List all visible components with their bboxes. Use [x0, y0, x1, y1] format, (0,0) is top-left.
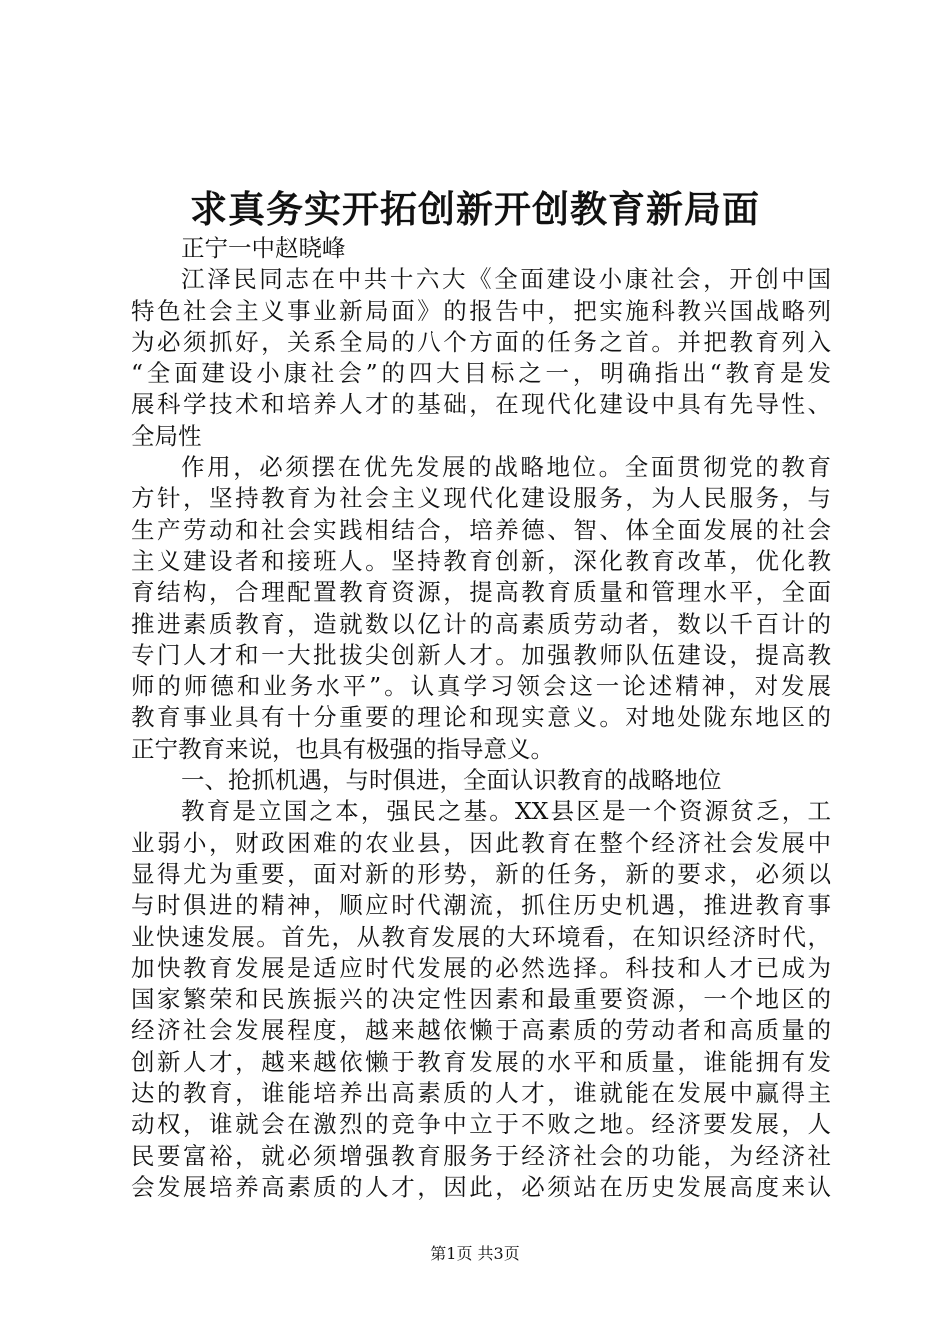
- body-line: 育结构，合理配置教育资源，提高教育质量和管理水平，全面: [131, 578, 831, 607]
- body-line: 作用，必须摆在优先发展的战略地位。全面贯彻党的教育: [181, 453, 831, 482]
- body-line: 正宁一中赵晓峰: [181, 234, 346, 262]
- body-line: “全面建设小康社会”的四大目标之一，明确指出“教育是发: [131, 359, 831, 388]
- body-line: 教育是立国之本，强民之基。XX县区是一个资源贫乏，工: [181, 797, 831, 826]
- body-line: 加快教育发展是适应时代发展的必然选择。科技和人才已成为: [131, 953, 831, 982]
- body-line: 与时俱进的精神，顺应时代潮流，抓住历史机遇，推进教育事: [131, 891, 831, 920]
- body-line: 推进素质教育，造就数以亿计的高素质劳动者，数以千百计的: [131, 609, 831, 638]
- body-line: 业快速发展。首先，从教育发展的大环境看，在知识经济时代，: [131, 922, 831, 951]
- body-line: 正宁教育来说，也具有极强的指导意义。: [131, 734, 554, 763]
- body-line: 方针，坚持教育为社会主义现代化建设服务，为人民服务，与: [131, 484, 831, 513]
- body-line: 全局性: [131, 421, 202, 450]
- body-line: 创新人才，越来越依懒于教育发展的水平和质量，谁能拥有发: [131, 1047, 831, 1076]
- document-body: [131, 233, 831, 1203]
- body-line: 业弱小，财政困难的农业县，因此教育在整个经济社会发展中: [131, 828, 831, 857]
- page-number-footer: 第1页 共3页: [430, 1244, 520, 1263]
- body-line: 达的教育，谁能培养出高素质的人才，谁就能在发展中赢得主: [131, 1079, 831, 1108]
- document-title: 求真务实开拓创新开创教育新局面: [190, 187, 760, 231]
- body-line: 显得尤为重要，面对新的形势，新的任务，新的要求，必须以: [131, 859, 831, 888]
- body-line: 生产劳动和社会实践相结合，培养德、智、体全面发展的社会: [131, 515, 831, 544]
- body-line: 民要富裕，就必须增强教育服务于经济社会的功能，为经济社: [131, 1141, 831, 1170]
- body-line: 教育事业具有十分重要的理论和现实意义。对地处陇东地区的: [131, 703, 831, 732]
- body-line: 国家繁荣和民族振兴的决定性因素和最重要资源，一个地区的: [131, 985, 831, 1014]
- body-line: 为必须抓好，关系全局的八个方面的任务之首。并把教育列入: [131, 327, 831, 356]
- body-line: 展科学技术和培养人才的基础，在现代化建设中具有先导性、: [131, 390, 831, 419]
- body-line: 专门人才和一大批拔尖创新人才。加强教师队伍建设，提高教: [131, 640, 831, 669]
- body-line: 主义建设者和接班人。坚持教育创新，深化教育改革，优化教: [131, 546, 831, 575]
- body-line: 师的师德和业务水平”。认真学习领会这一论述精神，对发展: [131, 672, 831, 701]
- body-line: 特色社会主义事业新局面》的报告中，把实施科教兴国战略列: [131, 296, 831, 325]
- body-line: 动权，谁就会在激烈的竞争中立于不败之地。经济要发展，人: [131, 1110, 831, 1139]
- body-line: 会发展培养高素质的人才，因此，必须站在历史发展高度来认: [131, 1172, 831, 1201]
- body-line: 江泽民同志在中共十六大《全面建设小康社会，开创中国: [181, 265, 831, 294]
- body-line: 经济社会发展程度，越来越依懒于高素质的劳动者和高质量的: [131, 1016, 831, 1045]
- body-line: 一、抢抓机遇，与时俱进，全面认识教育的战略地位: [181, 766, 722, 795]
